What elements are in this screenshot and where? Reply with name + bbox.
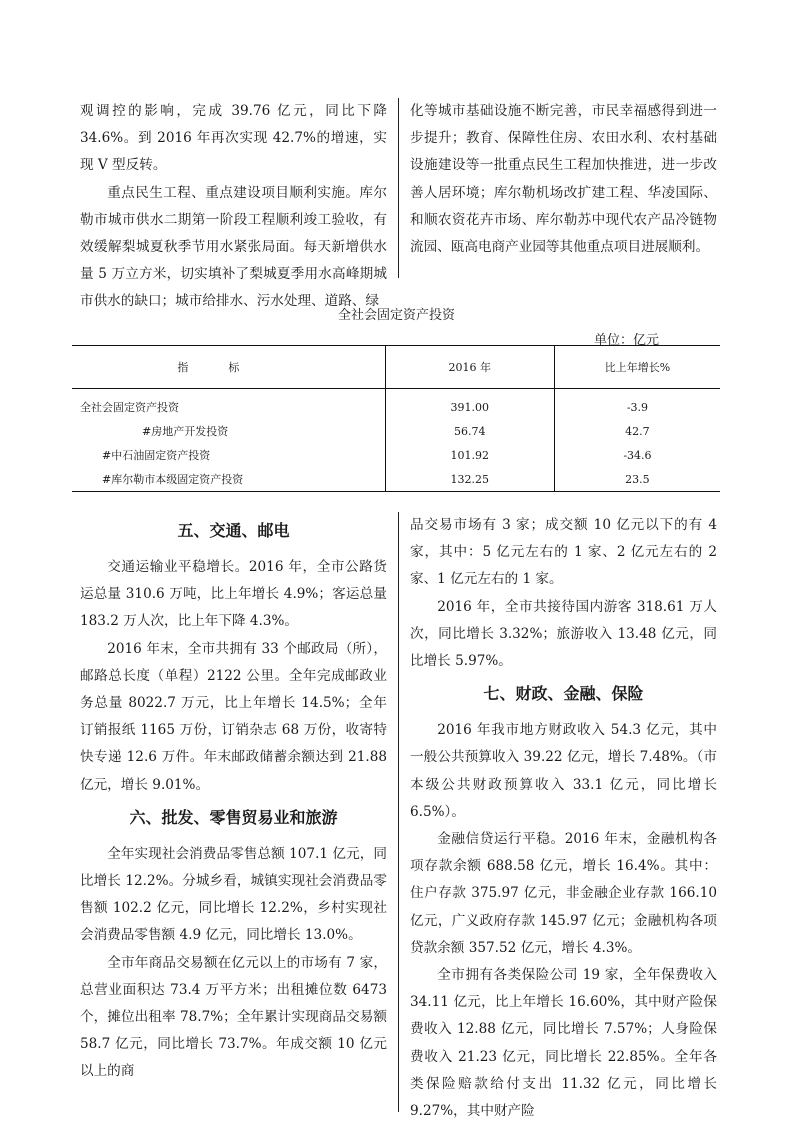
top-right-column: [410, 98, 717, 261]
table-title: 全社会固定资产投资: [337, 308, 455, 323]
table-unit: 单位：亿元: [594, 333, 660, 348]
paragraph: 2016 年我市地方财政收入 54.3 亿元，其中一般公共预算收入 39.22 亿元，增长 7.48%。（市本级公共财政预算收入 33.1 亿元，同比增长 6.5%）。: [410, 722, 717, 820]
row-growth: 23.5: [554, 467, 720, 492]
row-growth: 42.7: [554, 419, 720, 443]
row-value: 391.00: [385, 389, 554, 420]
row-value: 56.74: [385, 419, 554, 443]
top-left-column: [80, 98, 387, 316]
row-name: #中石油固定资产投资: [102, 449, 211, 462]
section-heading: 七、财政、金融、保险: [483, 684, 644, 704]
bottom-right-column: [410, 512, 717, 1125]
row-name: #房地产开发投资: [142, 425, 229, 438]
table-row: [72, 389, 720, 420]
table-row: [72, 443, 720, 467]
row-name: #库尔勒市本级固定资产投资: [72, 467, 385, 492]
row-value: 132.25: [385, 467, 554, 492]
table-row: [72, 467, 720, 492]
header-year: 2016 年: [385, 346, 554, 389]
row-growth: -34.6: [554, 443, 720, 467]
paragraph: 化等城市基础设施不断完善，市民幸福感得到进一步提升；教育、保障性住房、农田水利、农村基础设施建设等一批重点民生工程加快推进，进一步改善人居环境；库尔勒机场改扩建工程、华凌国际、和顺农资花卉市场、库尔勒苏中现代农产品冷链物流园、瓯高电商产业园等其他重点项目进展顺利。: [410, 103, 717, 256]
paragraph: 交通运输业平稳增长。2016 年，全市公路货运总量 310.6 万吨，比上年增长 4.9%；客运总量 183.2 万人次，比上年下降 4.3%。: [80, 559, 387, 630]
table-header-row: [72, 346, 720, 389]
paragraph: 2016 年，全市共接待国内游客 318.61 万人次，同比增长 3.32%；旅游收入 13.48 亿元，同比增长 5.97%。: [410, 598, 717, 670]
section-heading: 六、批发、零售贸易业和旅游: [129, 807, 338, 827]
paragraph: 全市拥有各类保险公司 19 家，全年保费收入 34.11 亿元，比上年增长 16.60%，其中财产险保费收入 12.88 亿元，同比增长 7.57%；人身险保费收入 21.23 亿元，同比增长 22.85%。全年各类保险赔款给付支出 11.32 亿元，同比增长 9.27%，其中财产险: [410, 967, 717, 1120]
paragraph: 重点民生工程、重点建设项目顺利实施。库尔勒市城市供水二期第一阶段工程顺利竣工验收，有效缓解梨城夏秋季节用水紧张局面。每天新增供水量 5 万立方米，切实填补了梨城夏季用水高峰期城市供水的缺口；城市给排水、污水处理、道路、绿: [80, 184, 387, 310]
header-indicator: 指标: [72, 346, 385, 389]
paragraph: 2016 年末，全市共拥有 33 个邮政局（所），邮路总长度（单程）2122 公里。全年完成邮政业务总量 8022.7 万元，比上年增长 14.5%；全年订销报纸 1165 万份，订销杂志 68 万份，收寄特快专递 12.6 万件。年末邮政储蓄余额达到 21.88 亿元，增长 9.01%。: [80, 640, 387, 793]
paragraph: 金融信贷运行平稳。2016 年末，金融机构各项存款余额 688.58 亿元，增长 16.4%。其中：住户存款 375.97 亿元，非金融企业存款 166.10 亿元，广义政府存款 145.97 亿元；金融机构各项贷款余额 357.52 亿元，增长 4.3%。: [410, 831, 717, 956]
row-name: 全社会固定资产投资: [80, 401, 179, 414]
header-growth: 比上年增长%: [554, 346, 720, 389]
column-divider: [398, 512, 399, 1112]
paragraph: 全年实现社会消费品零售总额 107.1 亿元，同比增长 12.2%。分城乡看，城镇实现社会消费品零售额 102.2 亿元，同比增长 12.2%，乡村实现社会消费品零售额 4.9 亿元，同比增长 13.0%。: [80, 845, 387, 944]
investment-table: [72, 345, 720, 492]
bottom-left-column: [80, 512, 387, 1086]
paragraph: 品交易市场有 3 家；成交额 10 亿元以下的有 4 家，其中：5 亿元左右的 1 家、2 亿元左右的 2 家、1 亿元左右的 1 家。: [410, 517, 717, 588]
row-growth: -3.9: [554, 389, 720, 420]
section-heading: 五、交通、邮电: [177, 521, 290, 540]
paragraph: 观调控的影响，完成 39.76 亿元，同比下降 34.6%。到 2016 年再次实现 42.7%的增速，实现 V 型反转。: [80, 103, 387, 174]
paragraph: 全市年商品交易额在亿元以上的市场有 7 家，总营业面积达 73.4 万平方米；出租摊位数 6473 个，摊位出租率 78.7%；全年累计实现商品交易额 58.7 亿元，同比增长 73.7%。年成交额 10 亿元以上的商: [80, 954, 387, 1080]
table-row: [72, 419, 720, 443]
column-divider: [398, 98, 399, 278]
row-value: 101.92: [385, 443, 554, 467]
